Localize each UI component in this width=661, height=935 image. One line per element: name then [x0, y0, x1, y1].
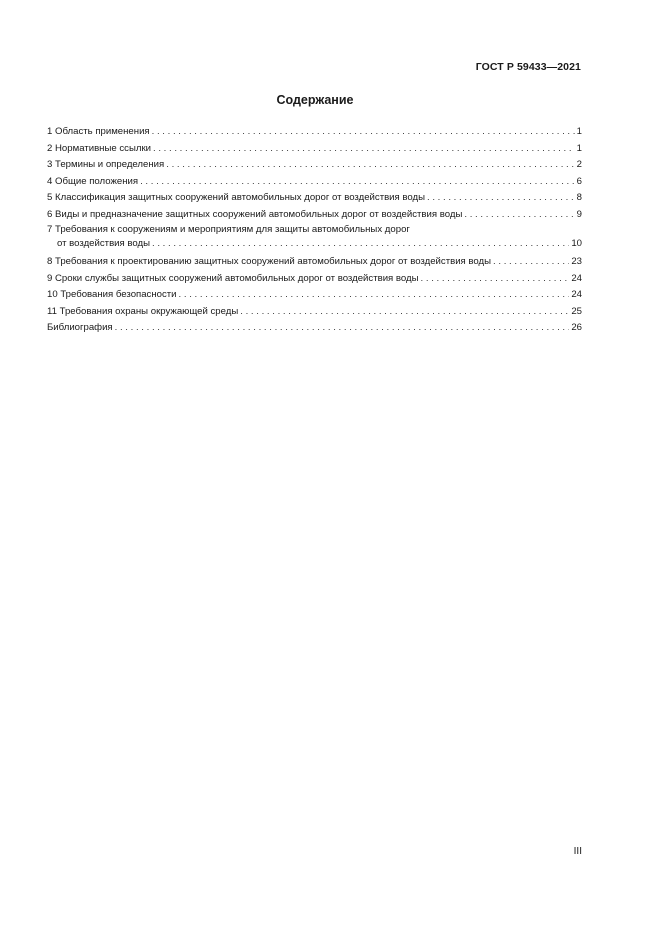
toc-entry-page: 1 — [576, 126, 582, 137]
toc-entry-7[interactable] — [47, 223, 582, 251]
toc-entry-page: 26 — [571, 322, 582, 333]
toc-entry-title: 1 Область применения — [47, 126, 150, 137]
toc-entry-page: 2 — [576, 159, 582, 170]
toc-entry-page: 24 — [571, 289, 582, 300]
toc-leader-dots — [166, 157, 574, 174]
toc-entry-11[interactable] — [47, 304, 582, 321]
toc-entry-page: 10 — [571, 238, 582, 249]
toc-leader-dots — [152, 237, 569, 251]
page-number: III — [573, 846, 582, 857]
toc-entry-title: 5 Классификация защитных сооружений автомобильных дорог от воздействия воды — [47, 192, 426, 203]
toc-entry-title: 9 Сроки службы защитных сооружений автомобильных дорог от воздействия воды — [47, 272, 419, 284]
toc-entry-bibliography[interactable] — [47, 320, 582, 337]
toc-entry-8[interactable] — [47, 254, 582, 271]
toc-leader-dots — [140, 174, 575, 191]
toc-entry-page: 8 — [576, 192, 582, 203]
toc-entry-page: 23 — [571, 256, 582, 267]
toc-entry-page: 25 — [571, 305, 582, 317]
toc-entry-title: Библиография — [47, 322, 113, 333]
toc-entry-4[interactable] — [47, 174, 582, 191]
toc-entry-2[interactable] — [47, 141, 582, 158]
toc-leader-dots — [179, 287, 570, 304]
toc-entry-continuation — [47, 237, 582, 251]
toc-entry-title: 10 Требования безопасности — [47, 289, 177, 300]
toc-entry-title: 6 Виды и предназначение защитных сооружений автомобильных дорог от воздействия воды — [47, 208, 463, 220]
toc-entry-title: 2 Нормативные ссылки — [47, 142, 152, 154]
toc-entry-title: 3 Термины и определения — [47, 159, 165, 170]
toc-leader-dots — [427, 190, 575, 207]
table-of-contents — [47, 124, 582, 337]
toc-entry-page: 24 — [571, 272, 582, 284]
toc-leader-dots — [153, 141, 575, 158]
toc-leader-dots — [464, 207, 574, 224]
toc-entry-title: 4 Общие положения — [47, 175, 139, 187]
toc-entry-title-cont: от воздействия воды — [57, 238, 150, 249]
toc-entry-title: 7 Требования к сооружениям и мероприятиям для защиты автомобильных дорог — [47, 224, 410, 235]
toc-entry-5[interactable] — [47, 190, 582, 207]
toc-entry-9[interactable] — [47, 271, 582, 288]
toc-entry-1[interactable] — [47, 124, 582, 141]
toc-entry-6[interactable] — [47, 207, 582, 224]
toc-entry-page: 9 — [576, 208, 582, 220]
toc-leader-dots — [240, 304, 569, 321]
toc-entry-title: 11 Требования охраны окружающей среды — [47, 305, 239, 317]
toc-entry-3[interactable] — [47, 157, 582, 174]
toc-entry-10[interactable] — [47, 287, 582, 304]
toc-entry-page: 6 — [576, 175, 582, 187]
toc-leader-dots — [493, 254, 569, 271]
toc-leader-dots — [152, 124, 575, 141]
toc-entry-page: 1 — [576, 142, 582, 154]
toc-heading: Содержание — [276, 93, 354, 107]
toc-leader-dots — [421, 271, 570, 288]
document-code: ГОСТ Р 59433—2021 — [475, 61, 581, 73]
toc-entry-title: 8 Требования к проектированию защитных сооружений автомобильных дорог от воздействия воды — [47, 256, 492, 267]
toc-leader-dots — [115, 320, 570, 337]
